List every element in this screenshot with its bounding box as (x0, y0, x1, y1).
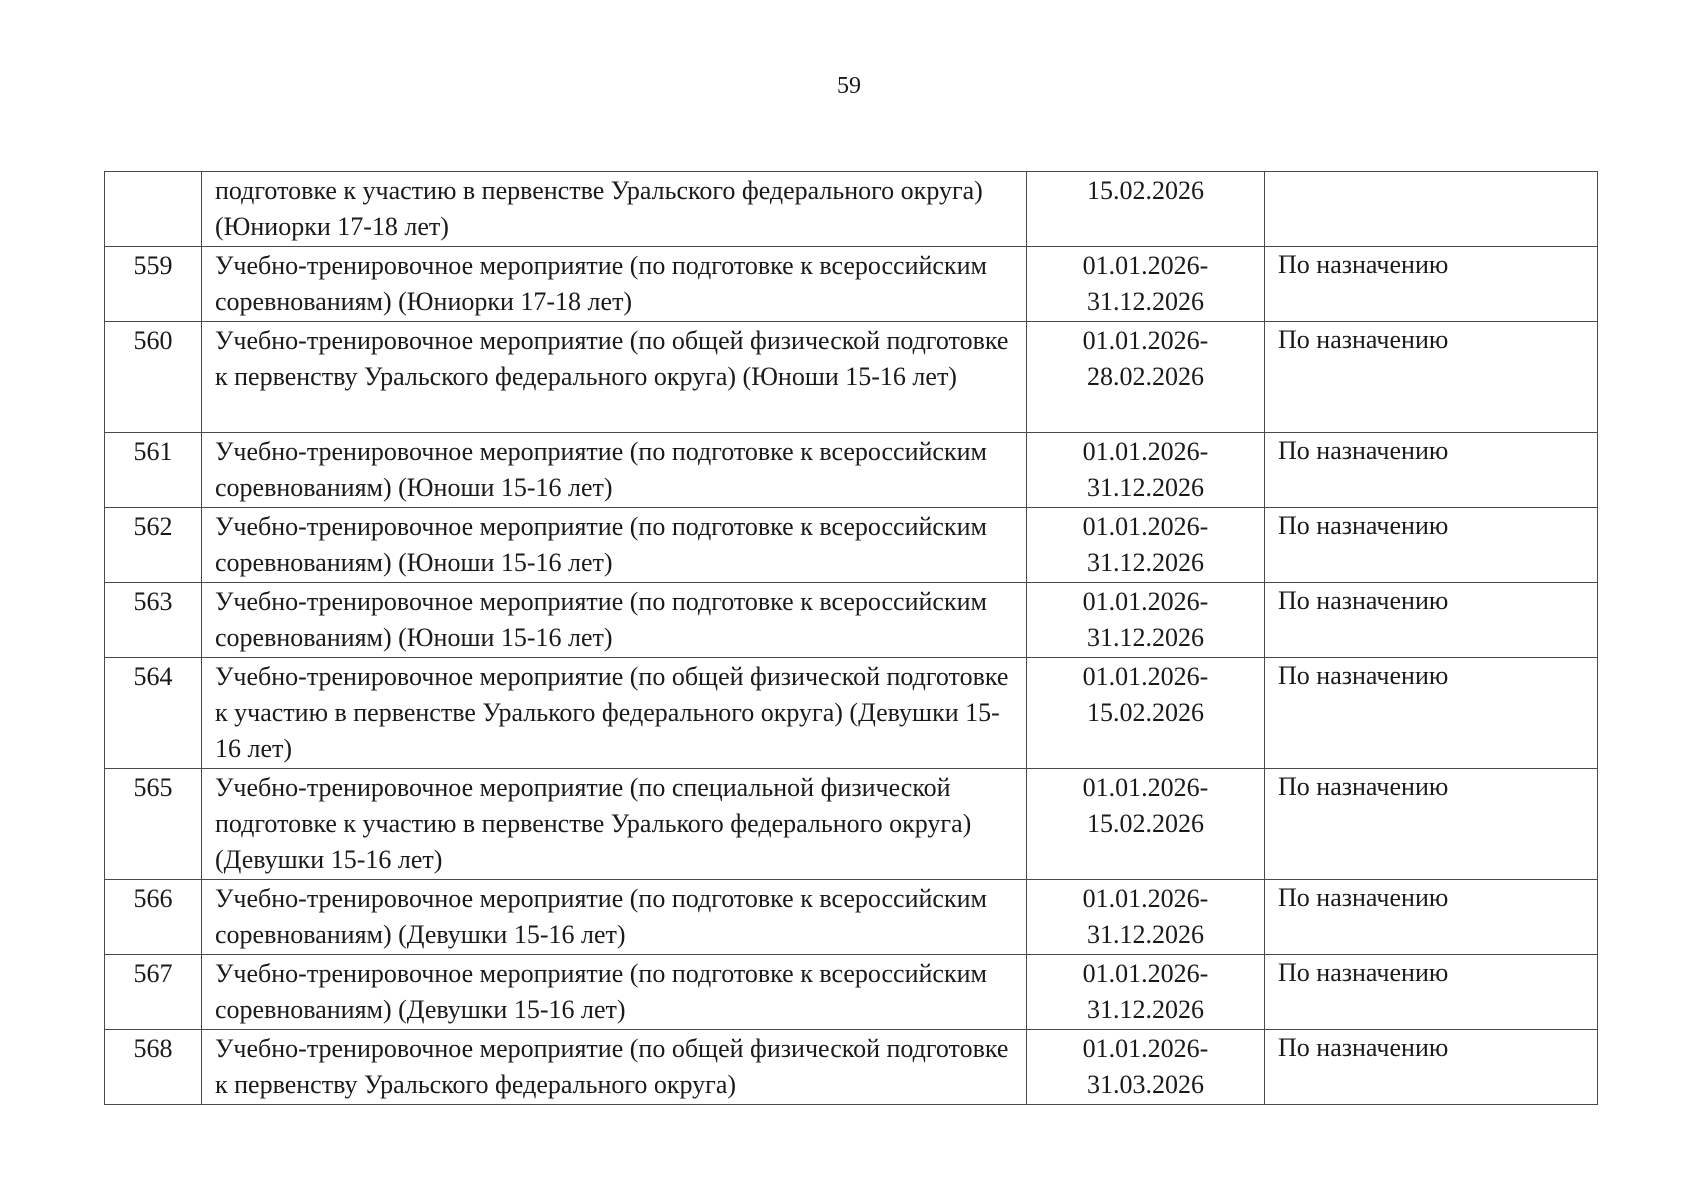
row-number: 562 (105, 508, 202, 583)
event-name: Учебно-тренировочное мероприятие (по подготовке к всероссийским соревнованиям) (Юноши 15-16 лет) (202, 508, 1027, 583)
page-number: 59 (837, 73, 861, 99)
event-note: По назначению (1265, 658, 1598, 769)
event-dates: 01.01.2026-31.12.2026 (1027, 880, 1265, 955)
event-note: По назначению (1265, 769, 1598, 880)
event-name: Учебно-тренировочное мероприятие (по подготовке к всероссийским соревнованиям) (Девушки 15-16 лет) (202, 955, 1027, 1030)
event-dates: 01.01.2026-15.02.2026 (1027, 769, 1265, 880)
row-number: 563 (105, 583, 202, 658)
event-name: Учебно-тренировочное мероприятие (по общей физической подготовке к участию в первенстве Уралького федерального округа) (Девушки 15-16 лет) (202, 658, 1027, 769)
row-number: 561 (105, 433, 202, 508)
event-dates: 15.02.2026 (1027, 172, 1265, 247)
event-dates: 01.01.2026-31.12.2026 (1027, 508, 1265, 583)
row-number: 565 (105, 769, 202, 880)
row-number: 564 (105, 658, 202, 769)
event-name: Учебно-тренировочное мероприятие (по специальной физической подготовке к участию в первенстве Уралького федерального округа) (Девушки 15-16 лет) (202, 769, 1027, 880)
table-row (105, 322, 1598, 433)
event-dates: 01.01.2026-31.12.2026 (1027, 247, 1265, 322)
event-note: По назначению (1265, 247, 1598, 322)
table-row (105, 955, 1598, 1030)
event-dates: 01.01.2026-31.03.2026 (1027, 1030, 1265, 1105)
event-name: Учебно-тренировочное мероприятие (по подготовке к всероссийским соревнованиям) (Юниорки 17-18 лет) (202, 247, 1027, 322)
event-note: По назначению (1265, 322, 1598, 433)
table-row (105, 1030, 1598, 1105)
table-row (105, 247, 1598, 322)
event-dates: 01.01.2026-31.12.2026 (1027, 583, 1265, 658)
table-row (105, 658, 1598, 769)
event-dates: 01.01.2026-31.12.2026 (1027, 955, 1265, 1030)
event-name: подготовке к участию в первенстве Уральского федерального округа) (Юниорки 17-18 лет) (202, 172, 1027, 247)
row-number: 560 (105, 322, 202, 433)
table-row (105, 508, 1598, 583)
event-name: Учебно-тренировочное мероприятие (по общей физической подготовке к первенству Уральского федерального округа) (Юноши 15-16 лет) (202, 322, 1027, 433)
event-note: По назначению (1265, 955, 1598, 1030)
event-note (1265, 172, 1598, 247)
event-name: Учебно-тренировочное мероприятие (по подготовке к всероссийским соревнованиям) (Девушки 15-16 лет) (202, 880, 1027, 955)
table-row (105, 433, 1598, 508)
event-note: По назначению (1265, 433, 1598, 508)
events-table (104, 171, 1598, 1105)
event-dates: 01.01.2026-28.02.2026 (1027, 322, 1265, 433)
event-name: Учебно-тренировочное мероприятие (по общей физической подготовке к первенству Уральского федерального округа) (202, 1030, 1027, 1105)
row-number: 559 (105, 247, 202, 322)
row-number: 567 (105, 955, 202, 1030)
table-row (105, 880, 1598, 955)
table-row (105, 172, 1598, 247)
event-name: Учебно-тренировочное мероприятие (по подготовке к всероссийским соревнованиям) (Юноши 15-16 лет) (202, 433, 1027, 508)
table-row (105, 583, 1598, 658)
row-number: 568 (105, 1030, 202, 1105)
event-note: По назначению (1265, 1030, 1598, 1105)
row-number (105, 172, 202, 247)
event-note: По назначению (1265, 880, 1598, 955)
event-name: Учебно-тренировочное мероприятие (по подготовке к всероссийским соревнованиям) (Юноши 15-16 лет) (202, 583, 1027, 658)
row-number: 566 (105, 880, 202, 955)
event-note: По назначению (1265, 508, 1598, 583)
event-dates: 01.01.2026-15.02.2026 (1027, 658, 1265, 769)
table-row (105, 769, 1598, 880)
event-dates: 01.01.2026-31.12.2026 (1027, 433, 1265, 508)
event-note: По назначению (1265, 583, 1598, 658)
